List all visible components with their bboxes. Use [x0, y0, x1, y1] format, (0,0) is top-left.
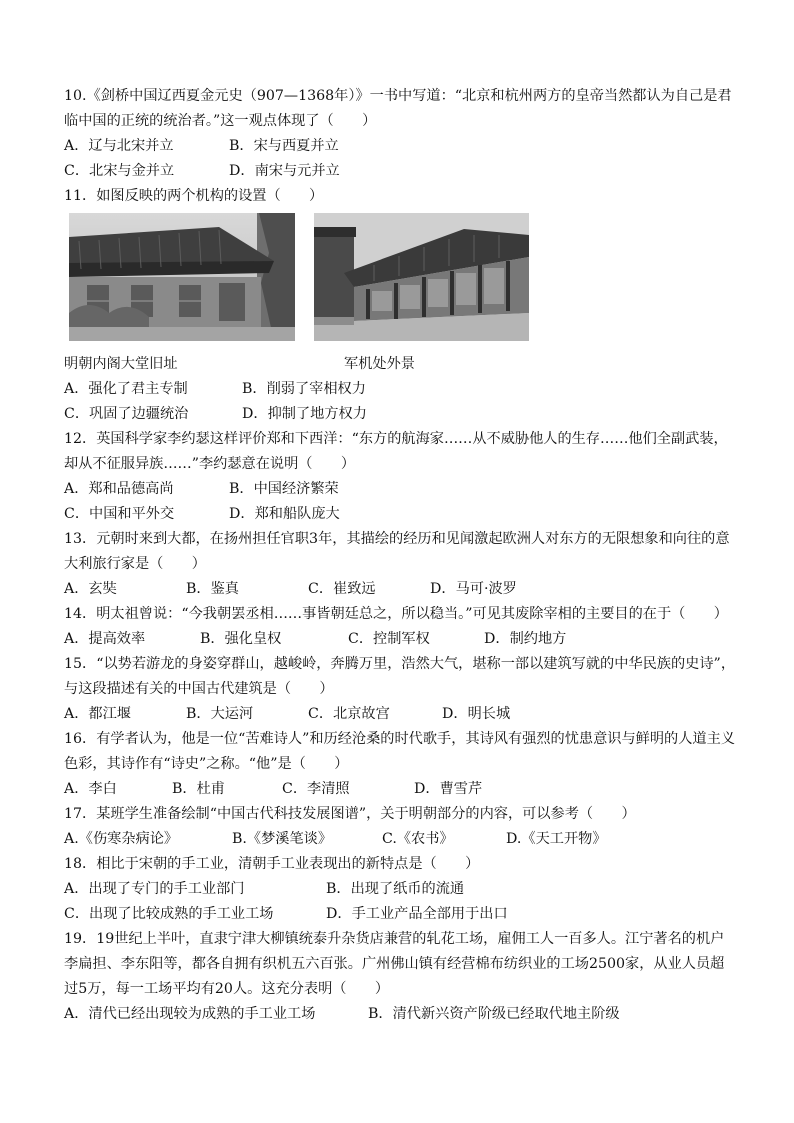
- caption-ming-grand-secretariat: 明朝内阁大堂旧址: [64, 356, 178, 372]
- option-c[interactable]: C．北宋与金并立: [64, 163, 175, 179]
- option-c[interactable]: C．控制军权: [348, 631, 430, 647]
- option-a[interactable]: A．提高效率: [64, 631, 146, 647]
- option-d[interactable]: D．手工业产品全部用于出口: [326, 906, 508, 922]
- caption-grand-council: 军机处外景: [344, 356, 415, 372]
- question-17-options: [64, 827, 736, 852]
- option-d[interactable]: D．南宋与元并立: [229, 163, 340, 179]
- question-15-stem: 15．“以势若游龙的身姿穿群山，越峻岭，奔腾万里，浩然大气，堪称一部以建筑写就的中华民族的史诗”，与这段描述有关的中国古代建筑是（ ）: [64, 656, 736, 697]
- option-b[interactable]: B．宋与西夏并立: [229, 138, 339, 154]
- question-12-stem: 12．英国科学家李约瑟这样评价郑和下西洋：“东方的航海家……从不威胁他人的生存……他们全副武装，却从不征服异族……”李约瑟意在说明（ ）: [64, 431, 728, 472]
- option-d[interactable]: D．抑制了地方权力: [242, 406, 367, 422]
- question-14-stem: 14．明太祖曾说：“今我朝罢丞相……事皆朝廷总之，所以稳当。”可见其废除宰相的主要目的在于（ ）: [64, 606, 728, 622]
- option-d[interactable]: D．曹雪芹: [414, 781, 483, 797]
- option-d[interactable]: D．明长城: [442, 706, 511, 722]
- option-b[interactable]: B．杜甫: [172, 781, 225, 797]
- question-11-captions: [64, 351, 736, 377]
- option-d[interactable]: D.《天工开物》: [506, 831, 607, 847]
- question-11-images: [64, 213, 736, 351]
- option-a[interactable]: A.《伤寒杂病论》: [64, 831, 179, 847]
- question-16-options: [64, 777, 736, 802]
- option-c[interactable]: C．崔致远: [308, 581, 376, 597]
- option-d[interactable]: D．制约地方: [484, 631, 567, 647]
- question-17-stem: 17．某班学生准备绘制“中国古代科技发展图谱”，关于明朝部分的内容，可以参考（ ）: [64, 806, 636, 822]
- question-18-options-row-2: [64, 902, 736, 927]
- option-b[interactable]: B．出现了纸币的流通: [326, 881, 465, 897]
- option-a[interactable]: A．郑和品德高尚: [64, 481, 174, 497]
- option-c[interactable]: C．出现了比较成熟的手工业工场: [64, 906, 274, 922]
- question-10-options-row-2: [64, 159, 736, 184]
- option-c[interactable]: C．李清照: [282, 781, 350, 797]
- question-13-stem: 13．元朝时来到大都，在扬州担任官职3年，其描绘的经历和见闻激起欧洲人对东方的无限想象和向往的意大利旅行家是（ ）: [64, 531, 730, 572]
- question-13-options: [64, 577, 736, 602]
- option-a[interactable]: A．都江堰: [64, 706, 131, 722]
- option-a[interactable]: A．强化了君主专制: [64, 381, 188, 397]
- option-b[interactable]: B．中国经济繁荣: [229, 481, 339, 497]
- option-c[interactable]: C．北京故宫: [308, 706, 390, 722]
- question-19-stem: 19．19世纪上半叶，直隶宁津大柳镇统泰升杂货店兼营的轧花工场，雇佣工人一百多人。江宁著名的机户李扁担、李东阳等，都各自拥有织机五六百张。广州佛山镇有经营棉布纺织业的工场2500家，从业人员超过5万，每一工场平均有20人。这充分表明（ ）: [64, 931, 725, 997]
- option-a[interactable]: A．李白: [64, 781, 117, 797]
- option-a[interactable]: A．辽与北宋并立: [64, 138, 174, 154]
- option-d[interactable]: D．马可·波罗: [430, 581, 517, 597]
- option-b[interactable]: B．鉴真: [186, 581, 239, 597]
- grand-council-photo: [314, 213, 529, 341]
- option-b[interactable]: B．大运河: [186, 706, 254, 722]
- question-14-options: [64, 627, 736, 652]
- question-12-options-row-1: [64, 477, 736, 502]
- option-b[interactable]: B．削弱了宰相权力: [242, 381, 366, 397]
- question-18-options-row-1: [64, 877, 736, 902]
- question-10-options-row-1: [64, 134, 736, 159]
- question-15-options: [64, 702, 736, 727]
- question-16-stem: 16．有学者认为，他是一位“苦难诗人”和历经沧桑的时代歌手，其诗风有强烈的忧患意识与鲜明的人道主义色彩，其诗作有“诗史”之称。“他”是（ ）: [64, 731, 736, 772]
- question-19-options-row-1: [64, 1002, 736, 1027]
- option-c[interactable]: C．中国和平外交: [64, 506, 175, 522]
- question-11-stem: 11．如图反映的两个机构的设置（ ）: [64, 188, 324, 204]
- option-b[interactable]: B．清代新兴资产阶级已经取代地主阶级: [368, 1006, 620, 1022]
- question-11-options-row-1: [64, 377, 736, 402]
- question-18-stem: 18．相比于宋朝的手工业，清朝手工业表现出的新特点是（ ）: [64, 856, 480, 872]
- question-page: [64, 84, 736, 1027]
- option-c[interactable]: C.《农书》: [382, 831, 454, 847]
- option-b[interactable]: B.《梦溪笔谈》: [232, 831, 333, 847]
- option-a[interactable]: A．玄奘: [64, 581, 117, 597]
- question-11-options-row-2: [64, 402, 736, 427]
- option-d[interactable]: D．郑和船队庞大: [229, 506, 340, 522]
- option-a[interactable]: A．清代已经出现较为成熟的手工业工场: [64, 1006, 316, 1022]
- option-b[interactable]: B．强化皇权: [200, 631, 282, 647]
- ming-grand-secretariat-photo: [69, 213, 295, 341]
- option-a[interactable]: A．出现了专门的手工业部门: [64, 881, 245, 897]
- question-10-stem: 10.《剑桥中国辽西夏金元史（907—1368年）》一书中写道：“北京和杭州两方的皇帝当然都认为自己是君临中国的正统的统治者。”这一观点体现了（ ）: [64, 88, 732, 129]
- option-c[interactable]: C．巩固了边疆统治: [64, 406, 189, 422]
- question-12-options-row-2: [64, 502, 736, 527]
